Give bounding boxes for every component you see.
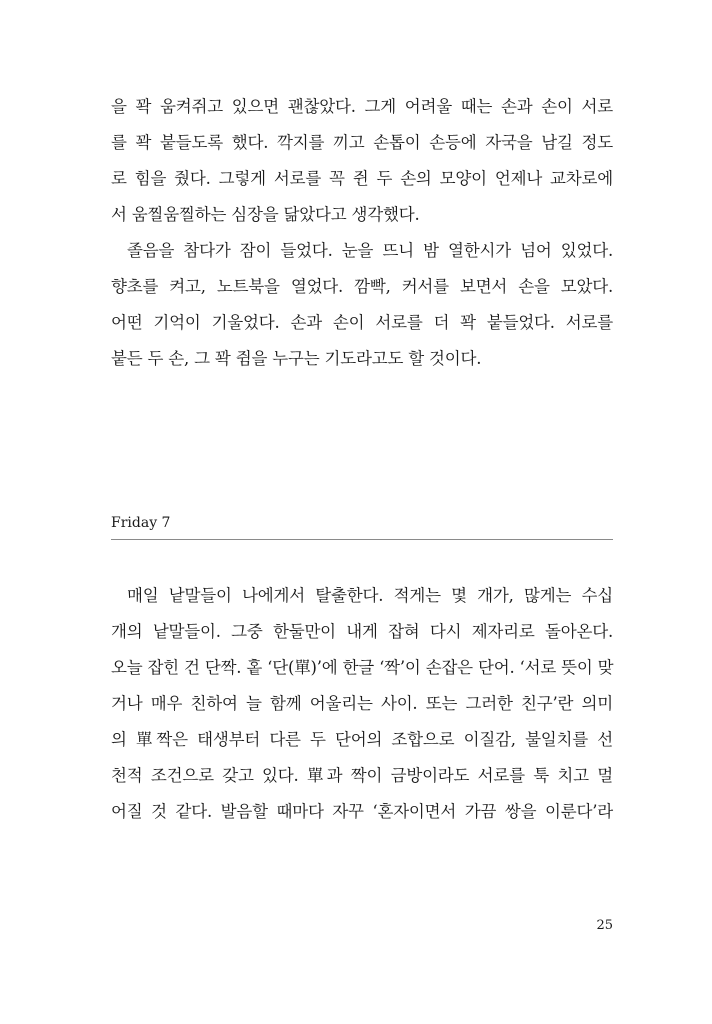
text-line: 향초를 켜고, 노트북을 열었다. 깜빡, 커서를 보면서 손을 모았다. (111, 277, 613, 296)
section-title: Friday 7 (111, 515, 171, 531)
body-text-top (111, 89, 613, 377)
body-text-bottom (111, 578, 613, 830)
text-line: 의 單짝은 태생부터 다른 두 단어의 조합으로 이질감, 불일치를 선 (111, 730, 613, 749)
text-line: 를 꽉 붙들도록 했다. 깍지를 끼고 손톱이 손등에 자국을 남길 정도 (111, 133, 613, 152)
section-header (111, 513, 613, 540)
text-line: 매일 낱말들이 나에게서 탈출한다. 적게는 몇 개가, 많게는 수십 (127, 586, 613, 605)
page-number: 25 (596, 918, 613, 933)
text-line: 천적 조건으로 갖고 있다. 單과 짝이 금방이라도 서로를 툭 치고 멀 (111, 766, 613, 785)
text-line: 거나 매우 친하여 늘 함께 어울리는 사이. 또는 그러한 친구’란 의미 (111, 694, 613, 713)
text-line: 개의 낱말들이. 그중 한둘만이 내게 잡혀 다시 제자리로 돌아온다. (111, 622, 613, 641)
text-line: 로 힘을 줬다. 그렇게 서로를 꼭 쥔 두 손의 모양이 언제나 교차로에 (111, 169, 613, 188)
text-line: 어떤 기억이 기울었다. 손과 손이 서로를 더 꽉 붙들었다. 서로를 (111, 313, 613, 332)
text-line: 어질 것 같다. 발음할 때마다 자꾸 ‘혼자이면서 가끔 쌍을 이룬다’라 (111, 802, 613, 821)
text-line: 서 움찔움찔하는 심장을 닮았다고 생각했다. (111, 205, 420, 224)
text-line: 붙든 두 손, 그 꽉 쥠을 누구는 기도라고도 할 것이다. (111, 349, 482, 368)
text-line: 오늘 잡힌 건 단짝. 홑 ‘단(單)’에 한글 ‘짝’이 손잡은 단어. ‘서로 뜻이 맞 (111, 658, 614, 677)
text-line: 을 꽉 움켜쥐고 있으면 괜찮았다. 그게 어려울 때는 손과 손이 서로 (111, 97, 613, 116)
text-line: 졸음을 참다가 잠이 들었다. 눈을 뜨니 밤 열한시가 넘어 있었다. (127, 241, 613, 260)
